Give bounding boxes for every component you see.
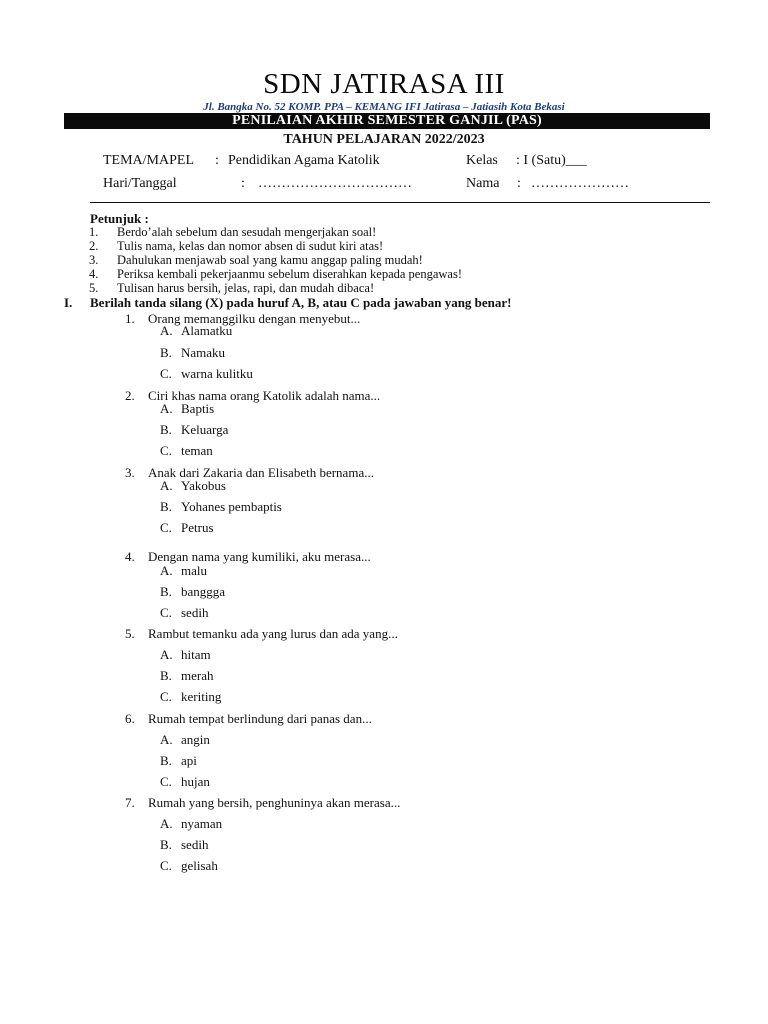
school-address: Jl. Bangka No. 52 KOMP. PPA – KEMANG IFI Jatirasa – Jatiasih Kota Bekasi <box>203 101 565 113</box>
option-letter: C. <box>160 366 172 381</box>
option-text: hujan <box>181 774 210 789</box>
question-text: Orang memanggilku dengan menyebut... <box>148 311 361 326</box>
question-number: 5. <box>125 626 135 641</box>
option-text: Namaku <box>181 345 226 360</box>
option-letter: C. <box>160 689 172 704</box>
question-text: Dengan nama yang kumiliki, aku merasa... <box>148 549 371 564</box>
option-letter: C. <box>160 520 172 535</box>
petunjuk-item-number: 3. <box>89 253 99 267</box>
question-text: Rambut temanku ada yang lurus dan ada yang... <box>148 626 398 641</box>
option-text: banggga <box>181 584 226 599</box>
tema-label: TEMA/MAPEL <box>103 153 194 168</box>
header-divider <box>90 202 710 203</box>
tema-separator: : <box>215 153 219 168</box>
option-text: keriting <box>181 689 222 704</box>
option-text: api <box>181 753 197 768</box>
nama-separator: : <box>517 176 521 191</box>
option-text: malu <box>181 563 207 578</box>
nama-value: ………………… <box>531 176 629 191</box>
hari-tanggal-label: Hari/Tanggal <box>103 176 177 191</box>
option-text: sedih <box>181 837 209 852</box>
question-number: 1. <box>125 311 135 326</box>
option-text: Yohanes pembaptis <box>181 499 282 514</box>
question-number: 7. <box>125 795 135 810</box>
option-letter: B. <box>160 668 172 683</box>
option-letter: A. <box>160 732 173 747</box>
question-number: 6. <box>125 711 135 726</box>
petunjuk-item-number: 5. <box>89 281 99 295</box>
option-letter: A. <box>160 401 173 416</box>
option-text: Alamatku <box>181 323 233 338</box>
question-text: Ciri khas nama orang Katolik adalah nama... <box>148 388 381 403</box>
option-letter: B. <box>160 345 172 360</box>
tema-value: Pendidikan Agama Katolik <box>228 153 380 168</box>
petunjuk-item-text: Tulis nama, kelas dan nomor absen di sudut kiri atas! <box>117 239 384 253</box>
kelas-label: Kelas <box>466 153 498 168</box>
question-number: 2. <box>125 388 135 403</box>
option-letter: A. <box>160 323 173 338</box>
petunjuk-item-text: Berdo’alah sebelum dan sesudah mengerjakan soal! <box>117 225 377 239</box>
question-number: 4. <box>125 549 135 564</box>
question-text: Rumah tempat berlindung dari panas dan... <box>148 711 372 726</box>
section-instruction: Berilah tanda silang (X) pada huruf A, B, atau C pada jawaban yang benar! <box>90 295 512 310</box>
kelas-value: : I (Satu)___ <box>516 153 587 168</box>
option-letter: A. <box>160 647 173 662</box>
option-letter: C. <box>160 774 172 789</box>
option-letter: B. <box>160 499 172 514</box>
hari-tanggal-value: …………………………… <box>258 176 412 191</box>
option-letter: C. <box>160 605 172 620</box>
petunjuk-item-text: Tulisan harus bersih, jelas, rapi, dan mudah dibaca! <box>117 281 375 295</box>
question-number: 3. <box>125 465 135 480</box>
option-text: Yakobus <box>181 478 226 493</box>
petunjuk-item-number: 1. <box>89 225 99 239</box>
option-letter: B. <box>160 753 172 768</box>
option-text: gelisah <box>181 858 218 873</box>
question-text: Rumah yang bersih, penghuninya akan merasa... <box>148 795 401 810</box>
option-letter: A. <box>160 563 173 578</box>
option-text: teman <box>181 443 213 458</box>
exam-title-banner: PENILAIAN AKHIR SEMESTER GANJIL (PAS) <box>64 113 710 129</box>
option-letter: B. <box>160 422 172 437</box>
option-letter: A. <box>160 478 173 493</box>
school-name: SDN JATIRASA III <box>263 68 505 100</box>
option-text: Petrus <box>181 520 214 535</box>
option-text: Keluarga <box>181 422 229 437</box>
option-text: sedih <box>181 605 209 620</box>
petunjuk-title: Petunjuk : <box>90 211 149 226</box>
option-text: warna kulitku <box>181 366 253 381</box>
petunjuk-item-text: Periksa kembali pekerjaanmu sebelum diserahkan kepada pengawas! <box>117 267 463 281</box>
option-letter: A. <box>160 816 173 831</box>
petunjuk-item-number: 2. <box>89 239 99 253</box>
petunjuk-item-text: Dahulukan menjawab soal yang kamu anggap paling mudah! <box>117 253 423 267</box>
option-text: hitam <box>181 647 211 662</box>
section-number: I. <box>64 295 73 310</box>
option-text: Baptis <box>181 401 215 416</box>
option-text: merah <box>181 668 214 683</box>
option-letter: C. <box>160 858 172 873</box>
academic-year: TAHUN PELAJARAN 2022/2023 <box>283 132 485 147</box>
option-text: angin <box>181 732 210 747</box>
petunjuk-item-number: 4. <box>89 267 99 281</box>
option-letter: C. <box>160 443 172 458</box>
option-text: nyaman <box>181 816 223 831</box>
nama-label: Nama <box>466 176 500 191</box>
question-text: Anak dari Zakaria dan Elisabeth bernama... <box>148 465 374 480</box>
option-letter: B. <box>160 584 172 599</box>
hari-tanggal-separator: : <box>241 176 245 191</box>
option-letter: B. <box>160 837 172 852</box>
